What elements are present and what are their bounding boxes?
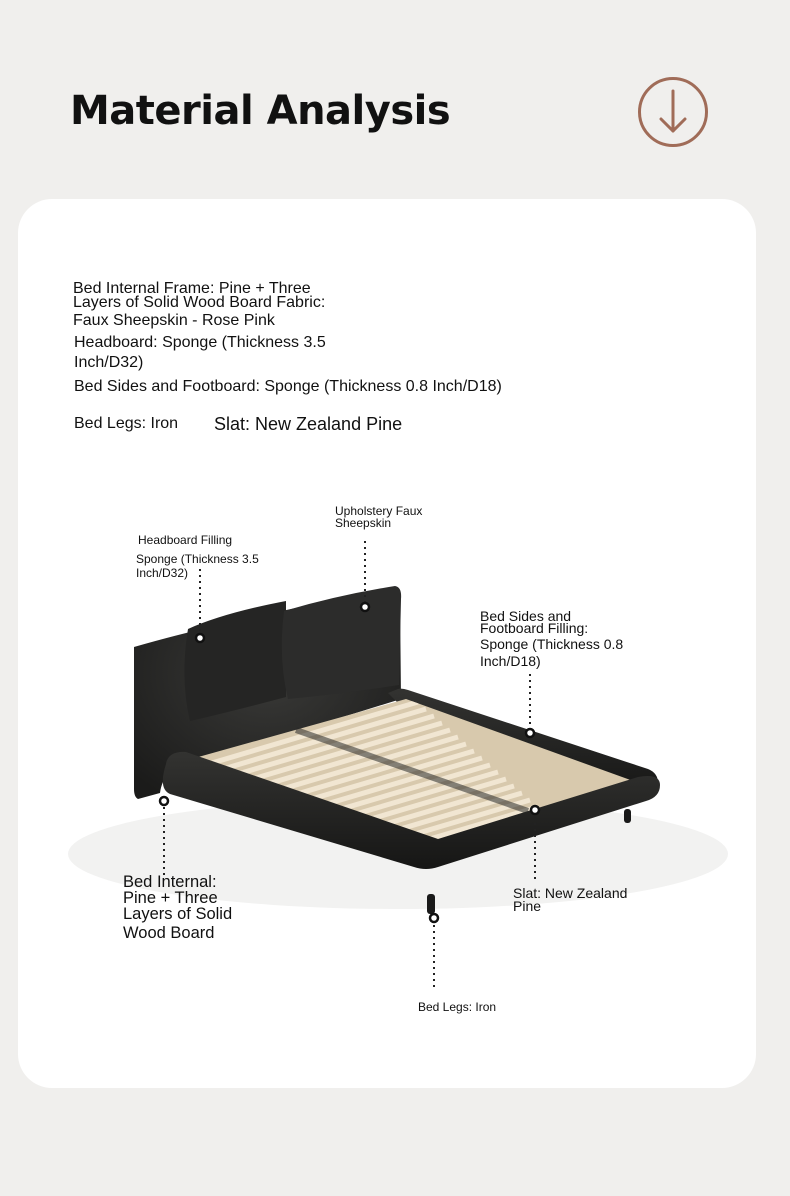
label-internal-line4: Wood Board <box>123 924 215 942</box>
label-headboard-filling-line1: Sponge (Thickness 3.5 <box>136 552 259 566</box>
label-upholstery-line2: Sheepskin <box>335 516 392 530</box>
page-title: Material Analysis <box>70 88 451 134</box>
label-slat-line1: Slat: New Zealand <box>513 885 628 901</box>
label-upholstery-line1: Upholstery Faux <box>335 504 423 518</box>
label-internal-line2: Pine + Three <box>123 889 218 907</box>
label-sides-line4: Inch/D18) <box>480 653 541 669</box>
label-sides-line2: Footboard Filling: <box>480 620 589 636</box>
callout-dot-upholstery <box>361 603 369 611</box>
callout-dot-headboard <box>196 634 204 642</box>
circle-arrow-down-icon[interactable] <box>636 75 710 149</box>
bed-illustration <box>18 199 756 1088</box>
label-sides-line1: Bed Sides and <box>480 608 572 624</box>
label-internal-line3: Layers of Solid <box>123 905 233 923</box>
label-headboard-filling-title: Headboard Filling <box>138 533 233 547</box>
spec-frame-line2: Layers of Solid Wood Board Fabric: <box>73 294 326 311</box>
spec-headboard-line2: Inch/D32) <box>74 354 144 371</box>
bed-leg-front <box>427 894 435 914</box>
spec-headboard-line1: Headboard: Sponge (Thickness 3.5 <box>74 334 326 351</box>
label-sides-line3: Sponge (Thickness 0.8 <box>480 636 624 652</box>
callout-dot-internal <box>160 797 168 805</box>
label-headboard-filling-line2: Inch/D32) <box>136 566 189 580</box>
spec-legs: Bed Legs: Iron <box>74 415 179 432</box>
spec-slat: Slat: New Zealand Pine <box>214 414 403 434</box>
material-card <box>18 199 756 1088</box>
callout-dot-slat <box>531 806 539 814</box>
callout-dot-legs <box>430 914 438 922</box>
callout-dot-sides <box>526 729 534 737</box>
label-legs: Bed Legs: Iron <box>418 1000 497 1014</box>
headboard-pillow-right <box>282 586 401 699</box>
bed-leg-right <box>624 809 631 823</box>
spec-sides: Bed Sides and Footboard: Sponge (Thickness 0.8 Inch/D18) <box>74 378 502 395</box>
spec-frame-line1: Bed Internal Frame: Pine + Three <box>73 280 311 297</box>
label-internal-line1: Bed Internal: <box>123 873 217 891</box>
spec-fabric: Faux Sheepskin - Rose Pink <box>73 312 275 329</box>
label-slat-line2: Pine <box>513 898 542 914</box>
